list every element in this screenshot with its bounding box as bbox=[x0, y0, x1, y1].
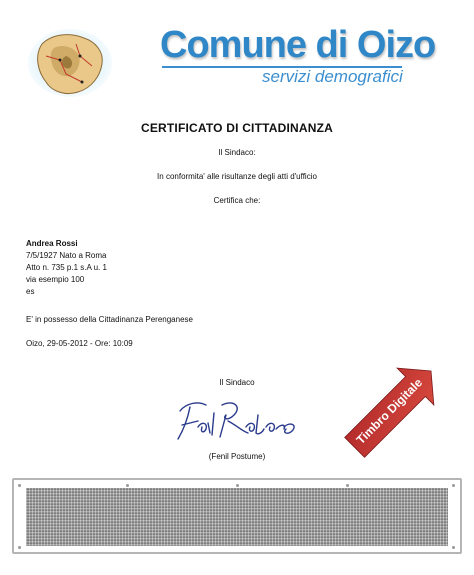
frame-dot bbox=[346, 484, 349, 487]
frame-dot bbox=[126, 484, 129, 487]
frame-corner-dot bbox=[18, 546, 21, 549]
person-extra: es bbox=[26, 287, 35, 296]
island-map-icon bbox=[26, 26, 114, 100]
document-title: CERTIFICATO DI CITTADINANZA bbox=[140, 121, 334, 135]
frame-corner-dot bbox=[452, 484, 455, 487]
signature-image bbox=[172, 393, 302, 447]
place-date: Oizo, 29-05-2012 - Ore: 10:09 bbox=[26, 339, 133, 348]
digital-stamp-label: Timbro Digitale bbox=[353, 375, 426, 448]
digital-barcode bbox=[26, 488, 448, 546]
conformity-line: In conformita' alle risultanze degli atti d'ufficio bbox=[157, 172, 317, 181]
person-record: Atto n. 735 p.1 s.A u. 1 bbox=[26, 263, 107, 272]
person-name: Andrea Rossi bbox=[26, 239, 78, 248]
frame-corner-dot bbox=[18, 484, 21, 487]
person-address: via esempio 100 bbox=[26, 275, 85, 284]
brand-subtitle: servizi demografici bbox=[262, 67, 403, 86]
mayor-label: Il Sindaco: bbox=[218, 148, 256, 157]
frame-dot bbox=[236, 484, 239, 487]
citizenship-statement: E' in possesso della Cittadinanza Perenganese bbox=[26, 315, 193, 324]
person-details bbox=[26, 238, 107, 298]
frame-corner-dot bbox=[452, 546, 455, 549]
certifies-label: Certifica che: bbox=[213, 196, 261, 205]
brand-title: Comune di Oizo bbox=[160, 24, 436, 66]
signer-name: (Fenil Postume) bbox=[208, 452, 266, 461]
signature-label: Il Sindaco bbox=[219, 378, 255, 387]
person-birth: 7/5/1927 Nato a Roma bbox=[26, 251, 107, 260]
digital-stamp-arrow bbox=[330, 352, 450, 472]
